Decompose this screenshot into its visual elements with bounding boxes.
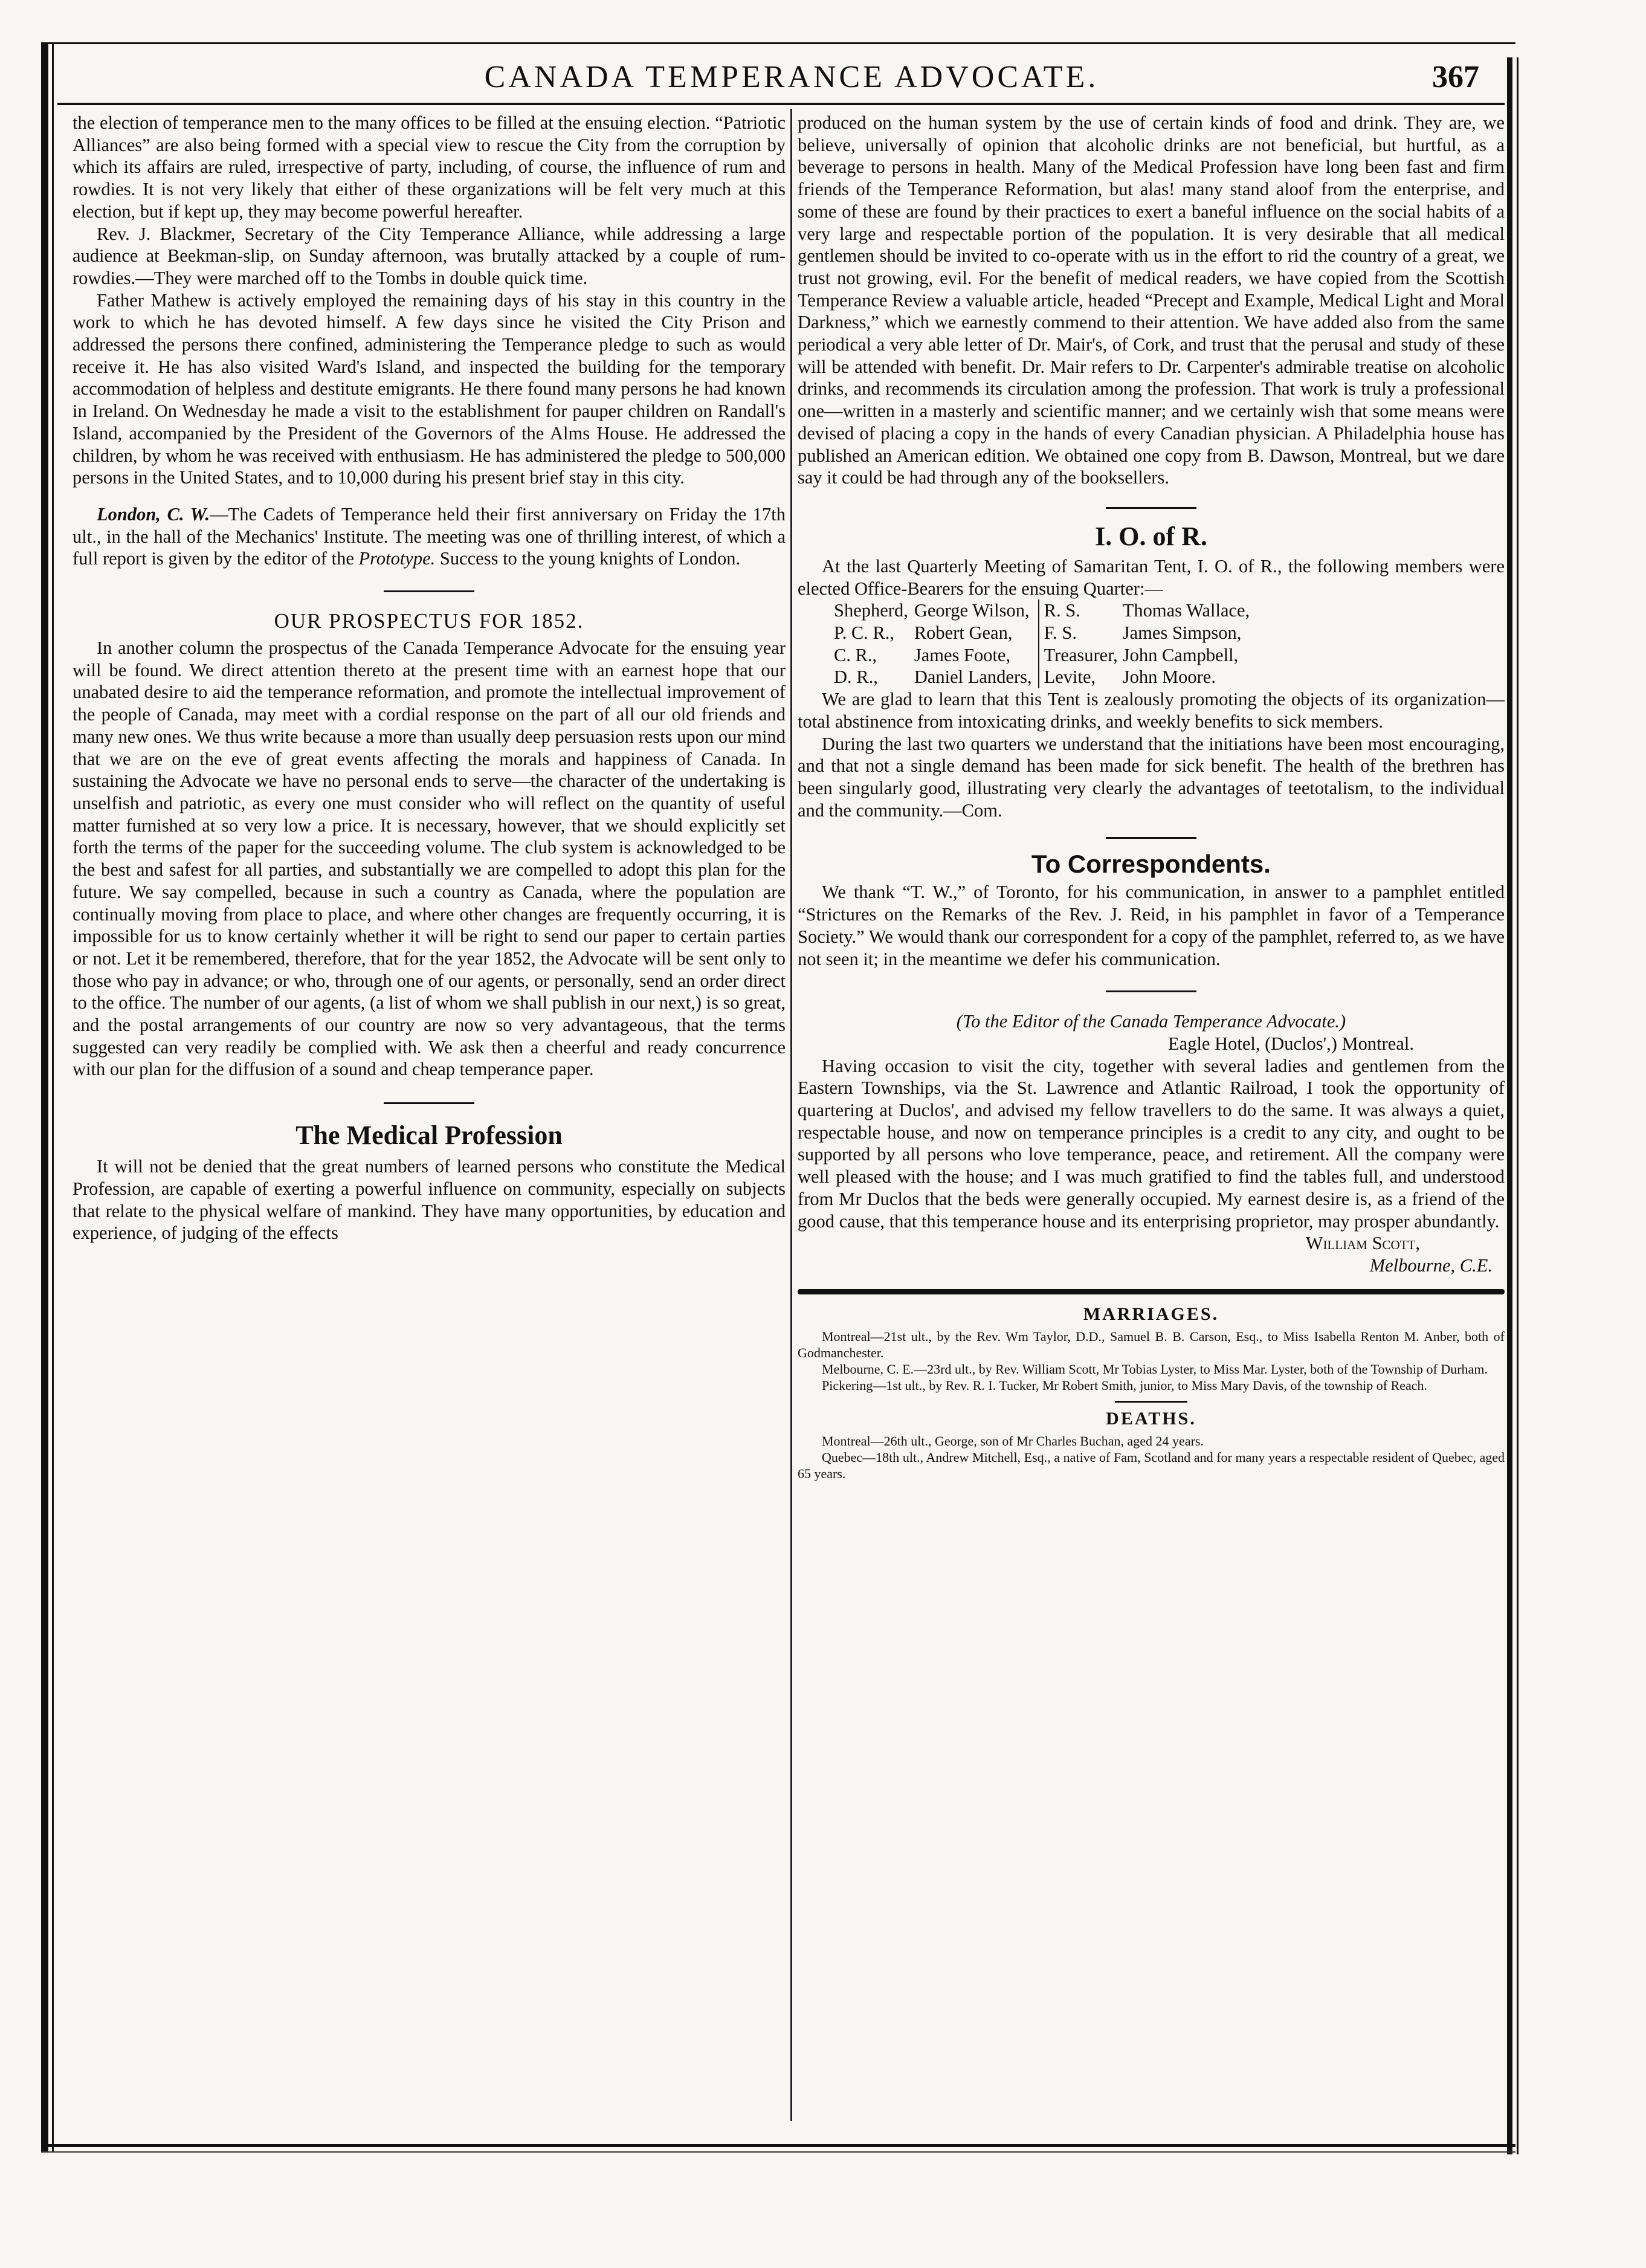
officer-name: James Simpson, bbox=[1122, 622, 1242, 644]
page-number: 367 bbox=[1432, 60, 1479, 94]
frame-right-inner-rule bbox=[1517, 57, 1519, 2154]
frame-top-rule bbox=[41, 42, 1515, 44]
london-body: —The Cadets of Temperance held their first anniversary on Friday the 17th ult., in the hall of the Mechanics' Institute. The meeting was one of thrilling interest, of which a full report is given by the editor of the bbox=[73, 503, 786, 569]
medical-profession-heading: The Medical Profession bbox=[295, 1120, 563, 1151]
death-notice: Quebec—18th ult., Andrew Mitchell, Esq., a native of Fam, Scotland and for many years a respectable resident of Quebec, aged 65 years. bbox=[798, 1449, 1505, 1481]
london-paragraph bbox=[73, 503, 786, 570]
marriages-heading: MARRIAGES. bbox=[1083, 1304, 1219, 1324]
section-rule bbox=[1106, 990, 1196, 992]
left-column bbox=[73, 112, 786, 1244]
marriage-notice: Montreal—21st ult., by the Rev. Wm Taylor, D.D., Samuel B. B. Carson, Esq., to Miss Isabella Renton M. Anber, both of Godmanchester. bbox=[798, 1328, 1505, 1360]
officer-name: John Moore. bbox=[1122, 667, 1216, 688]
frame-right-rule bbox=[1507, 57, 1512, 2154]
right-column bbox=[798, 112, 1505, 1482]
officer-role: D. R., bbox=[834, 667, 878, 688]
ior-paragraph: We are glad to learn that this Tent is zealously promoting the objects of its organization—total abstinence from intoxicating drinks, and weekly benefits to sick members. bbox=[798, 689, 1505, 732]
officer-row bbox=[834, 644, 1256, 667]
section-rule bbox=[1115, 1401, 1187, 1403]
medical-paragraph: It will not be denied that the great numbers of learned persons who constitute the Medical Profession, are capable of exerting a powerful influence on community, especially on subjects that relate to the physical welfare of mankind. They have many opportunities, by education and experience, of judging of the effects bbox=[73, 1156, 786, 1244]
thick-section-rule bbox=[798, 1289, 1505, 1294]
letter-place: Eagle Hotel, (Duclos',) Montreal. bbox=[1168, 1033, 1414, 1054]
officer-role: P. C. R., bbox=[834, 622, 895, 644]
column-divider bbox=[790, 109, 792, 2121]
officer-role: Treasurer, bbox=[1039, 644, 1123, 667]
article-paragraph: Rev. J. Blackmer, Secretary of the City Temperance Alliance, while addressing a large audience at Beekman-slip, on Sunday afternoon, was brutally attacked by a couple of rum-rowdies.—They were marched off to the Tombs in double quick time. bbox=[73, 223, 786, 288]
article-paragraph: the election of temperance men to the many offices to be filled at the ensuing election. “Patriotic Alliances” are also being formed with a special view to rescue the City from the corruption by which its affairs are ruled, irrespective of party, including, of course, the influence of rum and rowdies. It is not very likely that either of these organizations will be felt very much at this election, but if kept up, they may become powerful hereafter. bbox=[73, 112, 786, 222]
section-rule bbox=[384, 1102, 474, 1104]
ior-heading: I. O. of R. bbox=[1095, 521, 1207, 551]
officer-name: George Wilson, bbox=[914, 600, 1030, 621]
deaths-heading: DEATHS. bbox=[1106, 1408, 1196, 1429]
officer-name: John Campbell, bbox=[1122, 644, 1239, 665]
frame-bottom-inner-rule bbox=[41, 2151, 1515, 2153]
article-paragraph: Father Mathew is actively employed the remaining days of his stay in this country in the work to which he has devoted himself. A few days since he visited the City Prison and addressed the persons there confined, administering the Temperance pledge to such as would receive it. He has also visited Ward's Island, and inspected the building for the temporary accommodation of helpless and destitute emigrants. He there found many persons he had known in Ireland. On Wednesday he made a visit to the establishment for pauper children on Randall's Island, accompanied by the President of the Governors of the Alms House. He addressed the children, by whom he was received with enthusiasm. He has administered the pledge to 500,000 persons in the United States, and to 10,000 during his present brief stay in this city. bbox=[73, 289, 786, 488]
officer-name: Daniel Landers, bbox=[914, 667, 1032, 688]
officer-name: Robert Gean, bbox=[914, 622, 1013, 644]
officer-name: James Foote, bbox=[914, 644, 1011, 665]
frame-left-inner-rule bbox=[52, 42, 54, 2151]
section-rule bbox=[384, 590, 474, 592]
london-tail: Success to the young knights of London. bbox=[435, 548, 741, 569]
prospectus-heading: OUR PROSPECTUS FOR 1852. bbox=[274, 609, 584, 633]
marriage-notice: Melbourne, C. E.—23rd ult., by Rev. William Scott, Mr Tobias Lyster, to Miss Mar. Lyster, both of the Township of Durham. bbox=[822, 1361, 1488, 1377]
letter-paragraph: Having occasion to visit the city, together with several ladies and gentlemen from the Eastern Townships, via the St. Lawrence and Atlantic Railroad, I took the opportunity of quartering at Duclos', and advised my fellow travellers to do the same. It was always a quiet, respectable house, and now on temperance principles is a credit to any city, and ought to be supported by all persons who love temperance, peace, and retirement. All the company were well pleased with the house; and I was much gratified to find the tables full, and understood from Mr Duclos that the beds were generally occupied. My earnest desire is, as a friend of the good cause, that this temperance house and its enterprising proprietor, may prosper abundantly. bbox=[798, 1055, 1505, 1232]
officer-role: Levite, bbox=[1039, 666, 1123, 688]
officer-role: F. S. bbox=[1039, 622, 1123, 644]
letter-signature: William Scott, bbox=[1305, 1233, 1420, 1254]
prospectus-paragraph: In another column the prospectus of the Canada Temperance Advocate for the ensuing year will be found. We direct attention thereto at the present time with an earnest hope that our unabated desire to aid the temperance reformation, and promote the intellectual improvement of the people of Canada, may meet with a cordial response on the part of all our old friends and many new ones. We thus write because a more than usually deep persuasion rests upon our mind that we are on the eve of great events affecting the morals and happiness of Canada. In sustaining the Advocate we have no personal ends to serve—the character of the undertaking is unselfish and patriotic, as every one must consider who will reflect on the quantity of useful matter furnished at so very low a price. It is necessary, however, that we should explicitly set forth the terms of the paper for the succeeding volume. The club system is acknowledged to be the best and safest for all parties, and substantially we are compelled to adopt this plan for the future. We say compelled, because in such a country as Canada, where the population are continually moving from place to place, and where other changes are frequently occurring, it is impossible for us to know certainly whether it will be right to send our paper to certain parties or not. Let it be remembered, therefore, that for the year 1852, the Advocate will be sent only to those who pay in advance; or who, through one of our agents, or personally, send an order direct to the office. The number of our agents, (a list of whom we shall publish in our next,) is so great, and the postal arrangements of our country are now so very advantageous, that the terms suggested can very readily be complied with. We ask then a cheerful and ready concurrence with our plan for the diffusion of a sound and cheap temperance paper. bbox=[73, 638, 786, 1080]
ior-paragraph: During the last two quarters we understand that the initiations have been most encouraging, and that not a single demand has been made for sick benefit. The health of the brethren has been singularly good, illustrating very clearly the advantages of teetotalism, to the individual and the community.—Com. bbox=[798, 733, 1505, 821]
officer-role: R. S. bbox=[1039, 599, 1123, 622]
section-rule bbox=[1106, 507, 1196, 509]
marriage-notice: Pickering—1st ult., by Rev. R. I. Tucker, Mr Robert Smith, junior, to Miss Mary Davis, of the township of Reach. bbox=[822, 1377, 1428, 1393]
header-rule bbox=[57, 103, 1505, 105]
correspondents-heading: To Correspondents. bbox=[1031, 850, 1271, 879]
officer-role: C. R., bbox=[834, 644, 877, 665]
marriages-list bbox=[798, 1328, 1505, 1394]
ior-paragraph: At the last Quarterly Meeting of Samaritan Tent, I. O. of R., the following members were elected Office-Bearers for the ensuing Quarter:— bbox=[798, 555, 1505, 599]
officer-row bbox=[834, 622, 1256, 644]
death-notice: Montreal—26th ult., George, son of Mr Charles Buchan, aged 24 years. bbox=[822, 1433, 1204, 1449]
officer-row bbox=[834, 666, 1256, 688]
frame-left-rule bbox=[41, 42, 48, 2151]
dateline: London, C. W. bbox=[97, 503, 210, 525]
officer-row bbox=[834, 599, 1256, 622]
prototype-title: Prototype. bbox=[358, 548, 436, 569]
officers-table bbox=[834, 599, 1256, 688]
frame-bottom-rule bbox=[41, 2144, 1515, 2147]
medical-continued-paragraph: produced on the human system by the use of certain kinds of food and drink. They are, we believe, universally of opinion that alcoholic drinks are not beneficial, but hurtful, as a beverage to persons in health. Many of the Medical Profession have long been fast and firm friends of the Temperance Reformation, but alas! many stand aloof from the enterprise, and some of these are found by their practices to exert a baneful influence on the social habits of a very large and respectable portion of the population. It is very desirable that all medical gentlemen should be invited to co-operate with us in the effort to rid the country of a great, we trust not growing, evil. For the benefit of medical readers, we have copied from the Scottish Temperance Review a valuable article, headed “Precept and Example, Medical Light and Moral Darkness,” which we earnestly commend to their attention. We have added also from the same periodical a very able letter of Dr. Mair's, of Cork, and trust that the perusal and study of these will be attended with benefit. Dr. Mair refers to Dr. Carpenter's admirable treatise on alcoholic drinks, and recommends its circulation among the profession. That work is truly a professional one—written in a masterly and scientific manner; and we certainly wish that some means were devised of placing a copy in the hands of every Canadian physician. A Philadelphia house has published an American edition. We obtained one copy from B. Dawson, Montreal, but we dare say it could be had through any of the booksellers. bbox=[798, 112, 1505, 488]
officer-name: Thomas Wallace, bbox=[1122, 600, 1250, 621]
letter-heading: (To the Editor of the Canada Temperance Advocate.) bbox=[956, 1011, 1346, 1032]
deaths-list bbox=[798, 1433, 1505, 1482]
section-rule bbox=[1106, 837, 1196, 839]
masthead-title: CANADA TEMPERANCE ADVOCATE. bbox=[484, 60, 1099, 94]
correspondents-paragraph: We thank “T. W.,” of Toronto, for his communication, in answer to a pamphlet entitled “Strictures on the Remarks of the Rev. J. Reid, in his pamphlet in favor of a Temperance Society.” We would thank our correspondent for a copy of the pamphlet, referred to, as we have not seen it; in the meantime we defer his communication. bbox=[798, 882, 1505, 969]
officer-role: Shepherd, bbox=[834, 600, 908, 621]
signature-place: Melbourne, C.E. bbox=[1369, 1255, 1493, 1276]
